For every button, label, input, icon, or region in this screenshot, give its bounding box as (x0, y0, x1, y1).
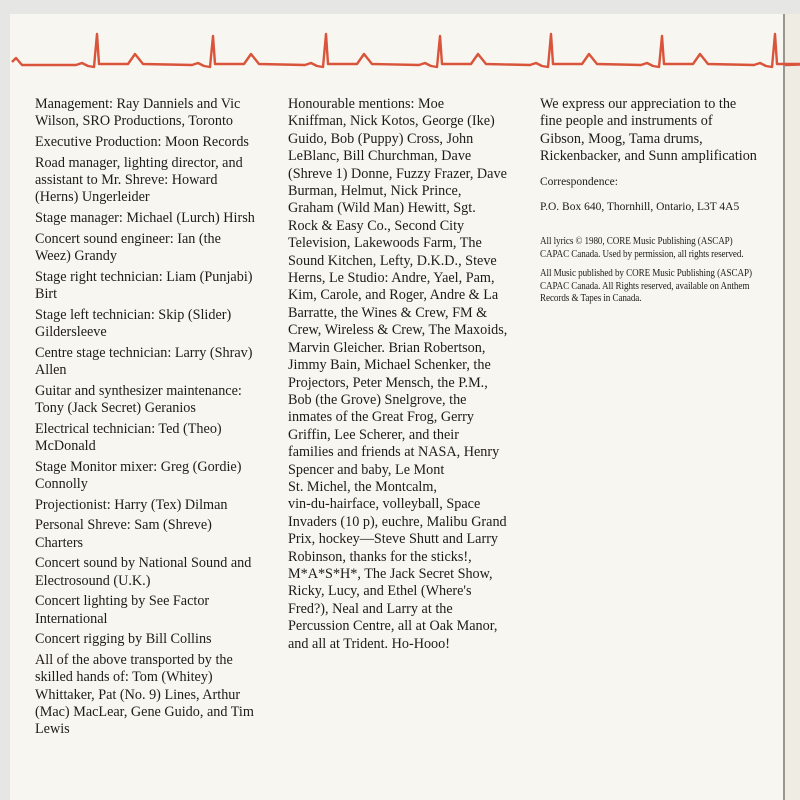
text-line: Concert rigging by Bill Collins (35, 631, 212, 648)
text-line: Sound Kitchen, Lefty, D.K.D., Steve (288, 252, 497, 269)
credit-entry (35, 134, 280, 151)
text-line: Centre stage technician: Larry (Shrav) (35, 344, 253, 361)
text-line: Fred?), Neal and Larry at the (288, 600, 453, 617)
text-line: Concert sound by National Sound and (35, 555, 252, 572)
credit-entry (35, 269, 280, 304)
text-line: Gibson, Moog, Tama drums, (540, 130, 703, 147)
text-line: Projectionist: Harry (Tex) Dilman (35, 496, 228, 513)
text-line: Graham (Wild Man) Hewitt, Sgt. (288, 200, 476, 217)
appreciation-text (540, 96, 780, 166)
correspondence-label: Correspondence: (540, 175, 618, 188)
credit-entry (35, 231, 280, 266)
text-line: Crew, Wireless & Crew, The Maxoids, (288, 322, 508, 339)
text-line: Connolly (35, 476, 88, 492)
text-line: Television, Lakewoods Farm, The (288, 235, 482, 252)
text-line: Allen (35, 362, 67, 378)
text-line: families and friends at NASA, Henry (288, 444, 500, 461)
text-line: Management: Ray Danniels and Vic (35, 96, 241, 112)
text-line: All Music published by CORE Music Publishing (ASCAP) (540, 268, 752, 280)
text-line: Guitar and synthesizer maintenance: (35, 382, 242, 399)
credit-entry (35, 497, 280, 514)
text-line: Burman, Helmut, Nick Prince, (288, 183, 462, 200)
text-line: Concert sound engineer: Ian (the (35, 230, 221, 247)
credit-entry (35, 96, 280, 131)
text-line: Rock & Easy Co., Second City (288, 217, 465, 234)
text-line: assistant to Mr. Shreve: Howard (35, 172, 218, 188)
text-line: Marvin Gleicher. Brian Robertson, (288, 339, 486, 356)
page-fold (783, 14, 785, 800)
credit-entry (35, 517, 280, 552)
credit-entry (35, 652, 280, 739)
credit-entry (35, 421, 280, 456)
text-line: Rickenbacker, and Sunn amplification (540, 148, 757, 165)
text-line: Projectors, Peter Mensch, the P.M., (288, 374, 488, 391)
text-line: M*A*S*H*, The Jack Secret Show, (288, 565, 493, 582)
heartbeat-line-decoration (0, 0, 800, 100)
text-line: Executive Production: Moon Records (35, 134, 249, 150)
credit-entry (35, 383, 280, 418)
text-line: CAPAC Canada. Used by permission, all rights reserved. (540, 248, 744, 260)
credit-entry (35, 155, 280, 207)
text-line: Electrical technician: Ted (Theo) (35, 420, 222, 437)
credit-entry (288, 96, 528, 653)
text-line: Tony (Jack Secret) Geranios (35, 400, 196, 416)
text-line: Griffin, Lee Scherer, and their (288, 426, 459, 443)
text-line: McDonald (35, 438, 96, 454)
text-line: All lyrics © 1980, CORE Music Publishing (ASCAP) (540, 236, 733, 248)
text-line: skilled hands of: Tom (Whitey) (35, 669, 213, 686)
text-line: Herns, Le Studio: Andre, Yael, Pam, (288, 270, 495, 287)
text-line: inmates of the Great Frog, Gerry (288, 409, 474, 426)
text-line: Percussion Centre, all at Oak Manor, (288, 618, 498, 635)
text-line: International (35, 610, 108, 627)
text-line: Personal Shreve: Sam (Shreve) (35, 517, 212, 534)
text-line: We express our appreciation to the (540, 96, 737, 112)
text-line: Guido, Bob (Puppy) Cross, John (288, 130, 474, 147)
text-line: Spencer and baby, Le Mont (288, 461, 445, 478)
text-line: Stage left technician: Skip (Slider) (35, 306, 232, 323)
text-line: Birt (35, 286, 58, 302)
text-line: Robinson, thanks for the sticks!, (288, 548, 472, 565)
text-line: Concert lighting by See Factor (35, 593, 210, 610)
correspondence-address: P.O. Box 640, Thornhill, Ontario, L3T 4A5 (540, 201, 740, 214)
acknowledgements-column (540, 96, 780, 305)
text-line: Honourable mentions: Moe (288, 96, 445, 112)
text-line: Charters (35, 534, 84, 551)
text-line: Kniffman, Nick Kotos, George (Ike) (288, 113, 495, 130)
heartbeat-line (12, 34, 800, 67)
credit-entry (35, 307, 280, 342)
credit-entry (35, 555, 280, 590)
text-line: Road manager, lighting director, and (35, 154, 243, 171)
text-line: Kim, Carole, and Roger, Andre & La (288, 287, 499, 304)
text-line: vin-du-hairface, volleyball, Space (288, 496, 481, 513)
text-line: Stage manager: Michael (Lurch) Hirsh (35, 210, 255, 226)
text-line: (Mac) MacLear, Gene Guido, and Tim (35, 704, 254, 720)
credit-entry (35, 210, 280, 227)
text-line: Weez) Grandy (35, 248, 117, 264)
text-line: CAPAC Canada. All Rights reserved, available on Anthem (540, 280, 750, 292)
text-line: Electrosound (U.K.) (35, 572, 151, 589)
text-line: Jimmy Bain, Michael Schenker, the (288, 357, 491, 374)
text-line: Prix, hockey—Steve Shutt and Larry (288, 531, 499, 548)
text-line: Invaders (10 p), euchre, Malibu Grand (288, 513, 507, 530)
honourable-mentions-column (288, 96, 528, 653)
text-line: Bob (the Grove) Snelgrove, the (288, 391, 467, 408)
credit-entry (35, 345, 280, 380)
crew-credits-column (35, 96, 280, 742)
text-line: Wilson, SRO Productions, Toronto (35, 113, 233, 130)
text-line: Gildersleeve (35, 324, 107, 340)
music-publishing-notice (540, 268, 780, 305)
lyrics-copyright-notice (540, 236, 780, 261)
text-line: (Shreve 1) Donne, Fuzzy Frazer, Dave (288, 165, 507, 182)
text-line: Stage right technician: Liam (Punjabi) (35, 268, 253, 285)
text-line: St. Michel, the Montcalm, (288, 478, 437, 495)
text-line: Ricky, Lucy, and Ethel (Where's (288, 583, 472, 600)
text-line: (Herns) Ungerleider (35, 189, 150, 206)
text-line: Whittaker, Pat (No. 9) Lines, Arthur (35, 686, 241, 703)
text-line: All of the above transported by the (35, 651, 233, 668)
text-line: fine people and instruments of (540, 113, 713, 130)
text-line: LeBlanc, Bill Churchman, Dave (288, 148, 472, 165)
credit-entry (35, 631, 280, 648)
text-line: Lewis (35, 721, 70, 738)
text-line: Stage Monitor mixer: Greg (Gordie) (35, 458, 242, 475)
text-line: Records & Tapes in Canada. (540, 293, 642, 305)
credit-entry (35, 593, 280, 628)
text-line: Barratte, the Wines & Crew, FM & (288, 304, 488, 321)
next-page-edge (785, 14, 800, 800)
credit-entry (35, 459, 280, 494)
text-line: and all at Trident. Ho-Hooo! (288, 635, 450, 652)
